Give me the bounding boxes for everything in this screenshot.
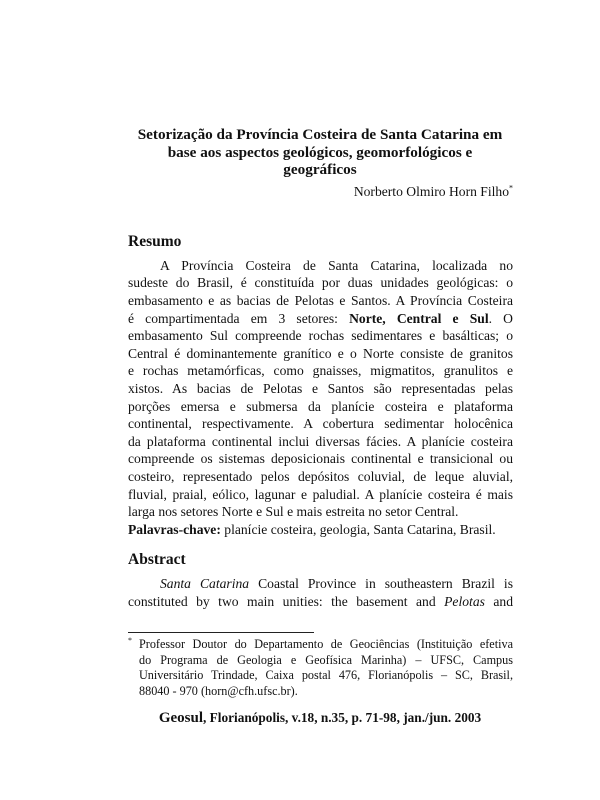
abstract-body xyxy=(128,575,513,610)
footnote-line: Universitário Trindade, Caixa postal 476, Florianópolis – SC, Brasil, xyxy=(139,668,513,683)
title-line: Setorização da Província Costeira de Santa Catarina em xyxy=(137,126,503,143)
resumo-line: fluvial, praial, eólico, lagunar e paludial. A planície costeira é mais xyxy=(128,486,513,502)
abstract-text: Coastal Province in southeastern Brazil is xyxy=(249,576,513,592)
abstract-italic: Santa Catarina xyxy=(160,576,250,592)
footnote-rule xyxy=(128,632,314,633)
author-name: Norberto Olmiro Horn Filho xyxy=(353,183,509,199)
footnote-line: Professor Doutor do Departamento de Geociências (Instituição efetiva xyxy=(139,637,513,652)
paper-page xyxy=(128,0,513,747)
sectors-bold: Norte, Central e Sul xyxy=(349,310,489,326)
title-line: base aos aspectos geológicos, geomorfológicos e xyxy=(167,143,473,161)
title-line: geográficos xyxy=(283,161,357,179)
resumo-line: xistos. As bacias de Pelotas e Santos são representadas pelas xyxy=(128,380,513,396)
keywords: planície costeira, geologia, Santa Catarina, Brasil. xyxy=(220,521,496,537)
author xyxy=(128,183,513,200)
journal-name: Geosul xyxy=(158,710,203,727)
resumo-body xyxy=(128,257,513,539)
resumo-line: A Província Costeira de Santa Catarina, localizada no xyxy=(160,257,513,273)
abstract-line xyxy=(128,593,513,611)
resumo-line: continental, respectivamente. A cobertura sedimentar holocênica xyxy=(128,416,513,432)
resumo-line-text: é compartimentada em 3 setores: xyxy=(128,310,350,326)
paper-title xyxy=(120,126,520,179)
resumo-line: compreende os sistemas deposicionais continental e transicional ou xyxy=(128,451,513,467)
resumo-line: embasamento Sul compreende rochas sedimentares e basálticas; o xyxy=(128,328,513,344)
journal-citation xyxy=(120,709,520,727)
resumo-line: costeiro, representado pelos depósitos coluvial, de leque aluvial, xyxy=(128,468,513,484)
resumo-heading: Resumo xyxy=(128,232,182,250)
footnote xyxy=(128,637,513,699)
abstract-text: constituted by two main unities: the basement and xyxy=(128,593,445,609)
resumo-line-sectors xyxy=(128,310,513,328)
resumo-line: porções emersa e submersa da planície costeira e plataforma xyxy=(128,398,513,414)
resumo-line: larga nos setores Norte e Sul e mais estreita no setor Central. xyxy=(128,504,459,520)
abstract-line xyxy=(128,575,513,593)
abstract-text: and xyxy=(484,593,513,609)
resumo-line: Central é dominantemente granítico e o Norte consiste de granitos xyxy=(128,345,513,361)
footnote-line: 88040 - 970 (horn@cfh.ufsc.br). xyxy=(139,683,298,698)
author-footnote-mark: * xyxy=(509,183,513,193)
footnote-line: do Programa de Geologia e Geofísica Marinha) – UFSC, Campus xyxy=(139,652,513,667)
abstract-italic: Pelotas xyxy=(444,593,485,609)
keywords-label: Palavras-chave: xyxy=(128,521,221,537)
resumo-line: sudeste do Brasil, é constituída por duas unidades geológicas: o xyxy=(128,275,513,291)
resumo-line: e rochas metamórficas, como gnaisses, migmatitos, granulitos e xyxy=(128,363,513,379)
footnote-mark: * xyxy=(128,636,132,646)
resumo-line: da plataforma continental inclui diversas fácies. A planície costeira xyxy=(128,433,513,449)
journal-details: , Florianópolis, v.18, n.35, p. 71-98, jan./jun. 2003 xyxy=(203,710,482,726)
keywords-line xyxy=(128,521,513,539)
abstract-heading: Abstract xyxy=(128,551,186,569)
sectors-after: . O xyxy=(488,310,513,326)
resumo-line: embasamento e as bacias de Pelotas e Santos. A Província Costeira xyxy=(128,292,513,308)
